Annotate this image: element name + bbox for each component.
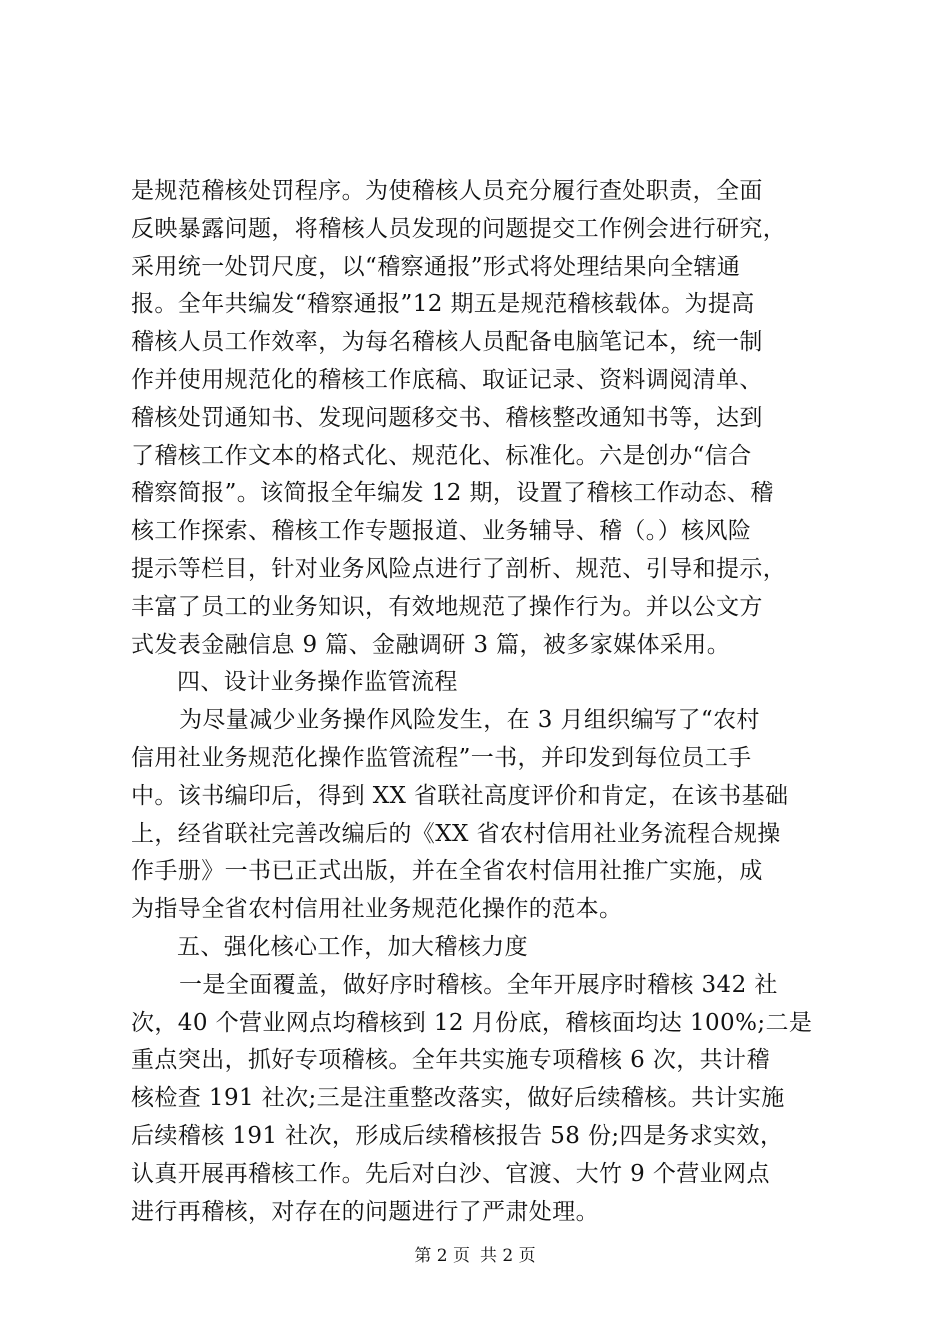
paragraph-line: 为尽量减少业务操作风险发生，在 3 月组织编写了“农村 (179, 707, 760, 734)
paragraph-line: 稽核人员工作效率，为每名稽核人员配备电脑笔记本，统一制 (131, 329, 763, 356)
paragraph-line: 了稽核工作文本的格式化、规范化、标准化。六是创办“信合 (131, 442, 752, 469)
paragraph-line: 一是全面覆盖，做好序时稽核。全年开展序时稽核 342 社 (179, 971, 778, 998)
paragraph-line: 重点突出，抓好专项稽核。全年共实施专项稽核 6 次，共计稽 (131, 1047, 770, 1074)
paragraph-line: 是规范稽核处罚程序。为使稽核人员充分履行查处职责，全面 (131, 178, 763, 204)
paragraph-line: 丰富了员工的业务知识，有效地规范了操作行为。并以公文方 (131, 593, 763, 620)
paragraph-line: 核检查 191 社次;三是注重整改落实，做好后续稽核。共计实施 (131, 1085, 785, 1112)
paragraph-line: 上，经省联社完善改编后的《XX 省农村信用社业务流程合规操 (131, 820, 781, 847)
paragraph-line: 反映暴露问题，将稽核人员发现的问题提交工作例会进行研究， (131, 215, 787, 242)
paragraph-line: 式发表金融信息 9 篇、金融调研 3 篇，被多家媒体采用。 (131, 631, 731, 658)
paragraph-line: 中。该书编印后，得到 XX 省联社高度评价和肯定，在该书基础 (131, 782, 789, 809)
section-heading: 五、强化核心工作，加大稽核力度 (177, 933, 528, 960)
paragraph-line: 稽察简报”。该简报全年编发 12 期，设置了稽核工作动态、稽 (131, 480, 774, 507)
paragraph-line: 信用社业务规范化操作监管流程”一书，并印发到每位员工手 (131, 744, 752, 771)
paragraph-line: 进行再稽核，对存在的问题进行了严肃处理。 (131, 1198, 599, 1225)
paragraph-line: 后续稽核 191 社次，形成后续稽核报告 58 份;四是务求实效， (131, 1122, 784, 1149)
paragraph-line: 采用统一处罚尺度，以“稽察通报”形式将处理结果向全辖通 (131, 253, 741, 280)
section-heading: 四、设计业务操作监管流程 (177, 669, 458, 696)
page-footer (0, 1245, 950, 1267)
paragraph-line: 提示等栏目，针对业务风险点进行了剖析、规范、引导和提示， (131, 555, 787, 582)
paragraph-line: 认真开展再稽核工作。先后对白沙、官渡、大竹 9 个营业网点 (131, 1160, 770, 1187)
paragraph-line: 稽核处罚通知书、发现问题移交书、稽核整改通知书等，达到 (131, 404, 763, 431)
paragraph-line: 为指导全省农村信用社业务规范化操作的范本。 (131, 896, 623, 923)
page-total: 共 2 页 (480, 1246, 536, 1266)
paragraph-line: 次，40 个营业网点均稽核到 12 月份底，稽核面均达 100%;二是 (131, 1009, 813, 1036)
paragraph-line: 作并使用规范化的稽核工作底稿、取证记录、资料调阅清单、 (131, 366, 763, 393)
page-number: 第 2 页 (414, 1246, 470, 1266)
paragraph-line: 作手册》一书已正式出版，并在全省农村信用社推广实施，成 (131, 858, 763, 885)
document-body (131, 173, 831, 1231)
paragraph-line: 报。全年共编发“稽察通报”12 期五是规范稽核载体。为提高 (131, 291, 755, 318)
paragraph-line: 核工作探索、稽核工作专题报道、业务辅导、稽（。）核风险 (131, 518, 752, 545)
